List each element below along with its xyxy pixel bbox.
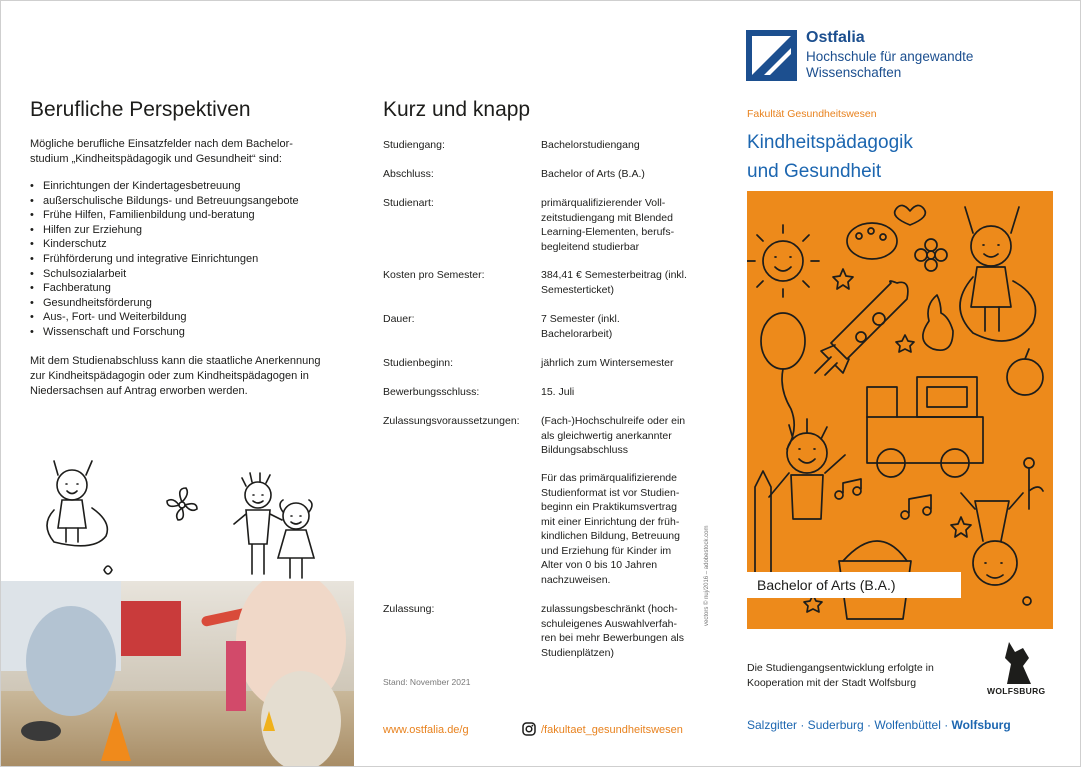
fact-label: Studiengang: — [383, 139, 445, 151]
fact-label: Zulassung: — [383, 603, 435, 615]
logo-subtitle — [806, 49, 973, 81]
section-title-facts: Kurz und knapp — [383, 98, 531, 121]
list-item: • Hilfen zur Erziehung — [30, 223, 340, 238]
fact-label: Bewerbungsschluss: — [383, 386, 480, 398]
fact-value: jährlich zum Wintersemester — [541, 357, 674, 369]
fact-value: Für das primärqualifizierende Studienformat ist vor Studien-beginn ein Praktikumsvertrag mit einer Einrichtung der früh-kindlichen Bildung, Betreuung und Erziehung für Kinder im Alter von 0 bis 10 Jahren nachzuweisen. — [541, 472, 680, 586]
fact-label: Zulassungsvoraussetzungen: — [383, 415, 520, 427]
list-item: • Einrichtungen der Kindertagesbetreuung — [30, 179, 340, 194]
fact-value: 384,41 € Semesterbeitrag (inkl. Semesterticket) — [541, 269, 687, 296]
fact-label: Dauer: — [383, 313, 415, 325]
logo-subtitle-line: Wissenschaften — [806, 65, 902, 80]
locations-list — [747, 718, 1011, 732]
fact-value: zulassungsbeschränkt (hoch-schuleigenes Auswahlverfah-ren bei mehr Bewerbungen als Studienplätzen) — [541, 603, 685, 659]
list-item: • Frühe Hilfen, Familienbildung und-beratung — [30, 208, 340, 223]
list-item: • Wissenschaft und Forschung — [30, 325, 340, 340]
cooperation-text: Die Studiengangsentwicklung erfolgte in Kooperation mit der Stadt Wolfsburg — [747, 662, 934, 689]
kid-drawing-icon — [30, 450, 360, 585]
sports-photo — [1, 581, 354, 766]
degree-badge-label: Bachelor of Arts (B.A.) — [757, 577, 896, 593]
list-item: • Schulsozialarbeit — [30, 267, 340, 282]
career-list — [30, 179, 340, 340]
fact-label: Abschluss: — [383, 168, 434, 180]
wolf-logo-icon — [997, 640, 1041, 686]
ostfalia-logo-icon — [746, 30, 797, 81]
fact-value: 7 Semester (inkl. Bachelorarbeit) — [541, 313, 620, 340]
fact-value: (Fach-)Hochschulreife oder ein als gleichwertig anerkannter Bildungsabschluss — [541, 415, 686, 456]
fact-value: 15. Juli — [541, 386, 575, 398]
instagram-icon — [522, 722, 536, 736]
cover-illustration — [747, 191, 1053, 629]
fact-label: Studienbeginn: — [383, 357, 454, 369]
fact-value: primärqualifizierender Voll-zeitstudiengang mit Blended Learning-Elementen, berufs-begleitend studierbar — [541, 197, 675, 253]
program-title-line: Kindheitspädagogik — [747, 132, 913, 153]
program-title-line: und Gesundheit — [747, 161, 882, 182]
logo-subtitle-line: Hochschule für angewandte — [806, 49, 974, 64]
list-item: • Frühförderung und integrative Einrichtungen — [30, 252, 340, 267]
program-title — [747, 128, 1047, 186]
list-item: • Fachberatung — [30, 281, 340, 296]
intro-text: Mögliche berufliche Einsatzfelder nach dem Bachelor-studium „Kindheitspädagogik und Gesundheit“ sind: — [30, 138, 293, 165]
status-date: Stand: November 2021 — [383, 677, 471, 687]
website-link[interactable]: www.ostfalia.de/g — [383, 724, 469, 736]
locations-highlight: Wolfsburg — [951, 718, 1011, 732]
recognition-text: Mit dem Studienabschluss kann die staatliche Anerkennung zur Kindheitspädagogin oder zum Kindheitspädagogen in Niedersachsen auf Antrag erworben werden. — [30, 355, 321, 397]
fact-value: Bachelor of Arts (B.A.) — [541, 168, 645, 180]
wolfsburg-logo-text: WOLFSBURG — [987, 686, 1046, 696]
section-title-perspectives: Berufliche Perspektiven — [30, 98, 251, 121]
logo-title: Ostfalia — [806, 29, 865, 46]
faculty-label: Fakultät Gesundheitswesen — [747, 108, 877, 120]
list-item: • Kinderschutz — [30, 237, 340, 252]
degree-badge — [747, 572, 961, 598]
list-item: • Aus-, Fort- und Weiterbildung — [30, 310, 340, 325]
locations-plain: Salzgitter · Suderburg · Wolfenbüttel · — [747, 718, 952, 732]
image-credit: vectors © nuj/2016 – adobestock.com — [704, 525, 710, 626]
list-item: • Gesundheitsförderung — [30, 296, 340, 311]
instagram-link[interactable]: /fakultaet_gesundheitswesen — [541, 724, 683, 736]
fact-label: Kosten pro Semester: — [383, 269, 485, 281]
list-item: • außerschulische Bildungs- und Betreuungsangebote — [30, 194, 340, 209]
fact-value: Bachelorstudiengang — [541, 139, 640, 151]
fact-label: Studienart: — [383, 197, 434, 209]
